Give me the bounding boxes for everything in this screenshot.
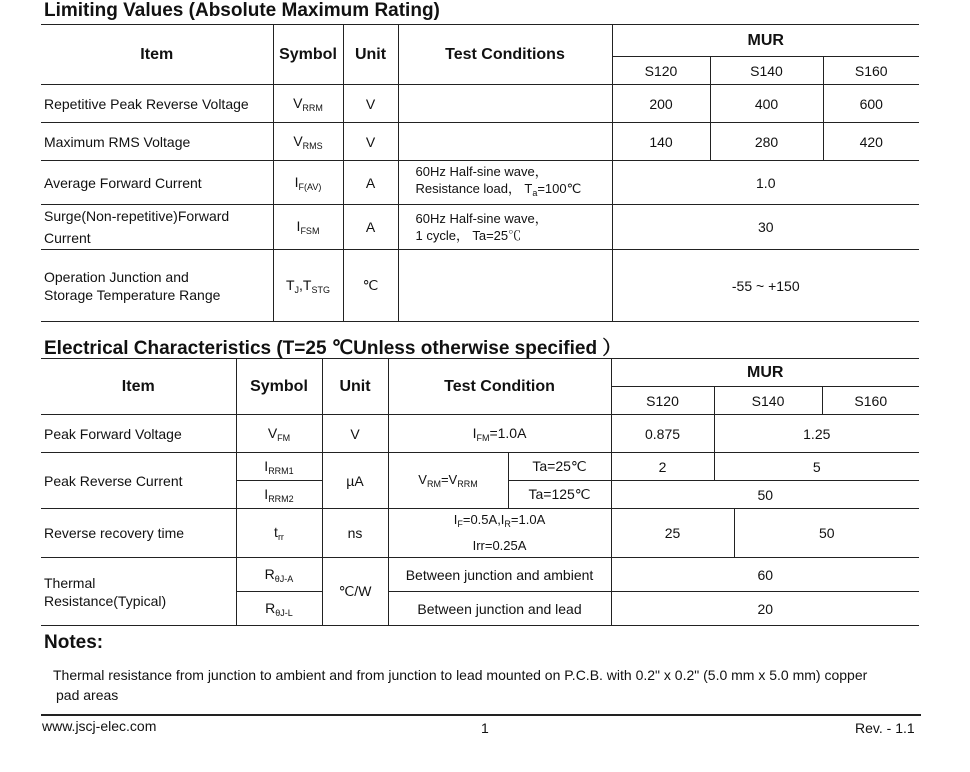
unit-cell: µA [322, 453, 388, 509]
table-row [41, 205, 919, 250]
notes-text [53, 665, 953, 705]
condition-cell: $I_{FM}=1.0A$ [388, 415, 611, 453]
symbol-cell: $I_{RRM2}$ [236, 481, 322, 509]
symbol-cell: $R_{\theta J-A}$ [236, 558, 322, 592]
value-s120: 2 [611, 453, 714, 481]
symbol-cell: $t_{rr}$ [236, 509, 322, 558]
symbol-cell: $R_{\theta J-L}$ [236, 592, 322, 626]
item-cell: Repetitive Peak Reverse Voltage [41, 85, 273, 123]
header-s160: S160 [823, 57, 919, 85]
condition-cell [398, 250, 612, 322]
table-row [41, 415, 919, 453]
notes-line: Thermal resistance from junction to ambient and from junction to lead mounted on P.C.B. with 0.2" x 0.2" (5.0 mm x 5.0 mm) copper [53, 667, 868, 683]
item-cell: Maximum RMS Voltage [41, 123, 273, 161]
value-all: -55 ~ +150 [612, 250, 919, 322]
header-s160: S160 [822, 387, 919, 415]
condition-cell: 60Hz Half-sine wave， Resistance load， $T_a=100℃$ [398, 161, 612, 205]
item-cell: Peak Forward Voltage [41, 415, 236, 453]
item-cell: Average Forward Current [41, 161, 273, 205]
header-symbol: Symbol [236, 359, 322, 415]
table-row [41, 85, 919, 123]
item-cell: Surge(Non-repetitive)Forward Current [41, 205, 273, 250]
value-s160: 420 [823, 123, 919, 161]
value-s140-s160: 1.25 [714, 415, 919, 453]
header-test-condition: Test Condition [388, 359, 611, 415]
revision: Rev. - 1.1 [855, 720, 915, 736]
header-mur: MUR [612, 25, 919, 57]
unit-cell: ℃ [343, 250, 398, 322]
notes-title: Notes: [44, 632, 104, 653]
symbol-cell: $V_{RMS}$ [273, 123, 343, 161]
value-s140-s160: 50 [734, 509, 919, 558]
table-row [41, 453, 919, 481]
header-mur: MUR [611, 359, 919, 387]
item-cell: Peak Reverse Current [41, 453, 236, 509]
unit-cell: V [322, 415, 388, 453]
condition-cell: 60Hz Half-sine wave， 1 cycle， Ta=25℃ [398, 205, 612, 250]
unit-cell: V [343, 123, 398, 161]
table-row [41, 250, 919, 322]
unit-cell: A [343, 161, 398, 205]
symbol-cell: $I_{FSM}$ [273, 205, 343, 250]
value-s140: 280 [710, 123, 823, 161]
header-s120: S120 [612, 57, 710, 85]
table-row [41, 558, 919, 592]
temperature-25: Ta=25℃ [508, 453, 611, 481]
value-s120: 25 [611, 509, 734, 558]
temperature-125: Ta=125℃ [508, 481, 611, 509]
symbol-cell: $V_{RRM}$ [273, 85, 343, 123]
value-s140-s160: 5 [714, 453, 919, 481]
limiting-values-table [41, 24, 919, 322]
header-item: Item [41, 25, 273, 85]
condition-cell: Between junction and lead [388, 592, 611, 626]
value-s160: 600 [823, 85, 919, 123]
value-s120: 200 [612, 85, 710, 123]
limiting-values-title: Limiting Values (Absolute Maximum Rating) [44, 0, 440, 21]
symbol-cell: $V_{FM}$ [236, 415, 322, 453]
value-all: 1.0 [612, 161, 919, 205]
table-row [41, 161, 919, 205]
value-s120: 140 [612, 123, 710, 161]
value-all: 30 [612, 205, 919, 250]
value-s140: 400 [710, 85, 823, 123]
table-row [41, 509, 919, 558]
value-all: 50 [611, 481, 919, 509]
symbol-cell: $T_J,T_{STG}$ [273, 250, 343, 322]
header-symbol: Symbol [273, 25, 343, 85]
item-cell: Reverse recovery time [41, 509, 236, 558]
header-unit: Unit [322, 359, 388, 415]
unit-cell: V [343, 85, 398, 123]
footer-url-link[interactable]: www.jscj-elec.com [42, 718, 157, 734]
header-test-conditions: Test Conditions [398, 25, 612, 85]
condition-cell: $V_{RM}=V_{RRM}$ [388, 453, 508, 509]
header-unit: Unit [343, 25, 398, 85]
page-number: 1 [481, 720, 489, 736]
header-s140: S140 [714, 387, 822, 415]
table-row [41, 123, 919, 161]
value-all: 20 [611, 592, 919, 626]
electrical-characteristics-table [41, 358, 919, 626]
footer-divider [41, 714, 921, 716]
item-cell: Operation Junction and Storage Temperature Range [41, 250, 273, 322]
value-s120: 0.875 [611, 415, 714, 453]
header-s140: S140 [710, 57, 823, 85]
condition-cell: $I_F=0.5A,I_R=1.0A$ Irr=0.25A [388, 509, 611, 558]
unit-cell: ns [322, 509, 388, 558]
value-all: 60 [611, 558, 919, 592]
unit-cell: ℃/W [322, 558, 388, 626]
electrical-characteristics-title: Electrical Characteristics (T=25 ℃Unless otherwise specified ） [44, 338, 622, 359]
header-item: Item [41, 359, 236, 415]
symbol-cell: $I_{F(AV)}$ [273, 161, 343, 205]
condition-cell [398, 123, 612, 161]
condition-cell: Between junction and ambient [388, 558, 611, 592]
item-cell: Thermal Resistance(Typical) [41, 558, 236, 626]
symbol-cell: $I_{RRM1}$ [236, 453, 322, 481]
notes-line: pad areas [56, 687, 119, 703]
header-s120: S120 [611, 387, 714, 415]
condition-cell [398, 85, 612, 123]
unit-cell: A [343, 205, 398, 250]
